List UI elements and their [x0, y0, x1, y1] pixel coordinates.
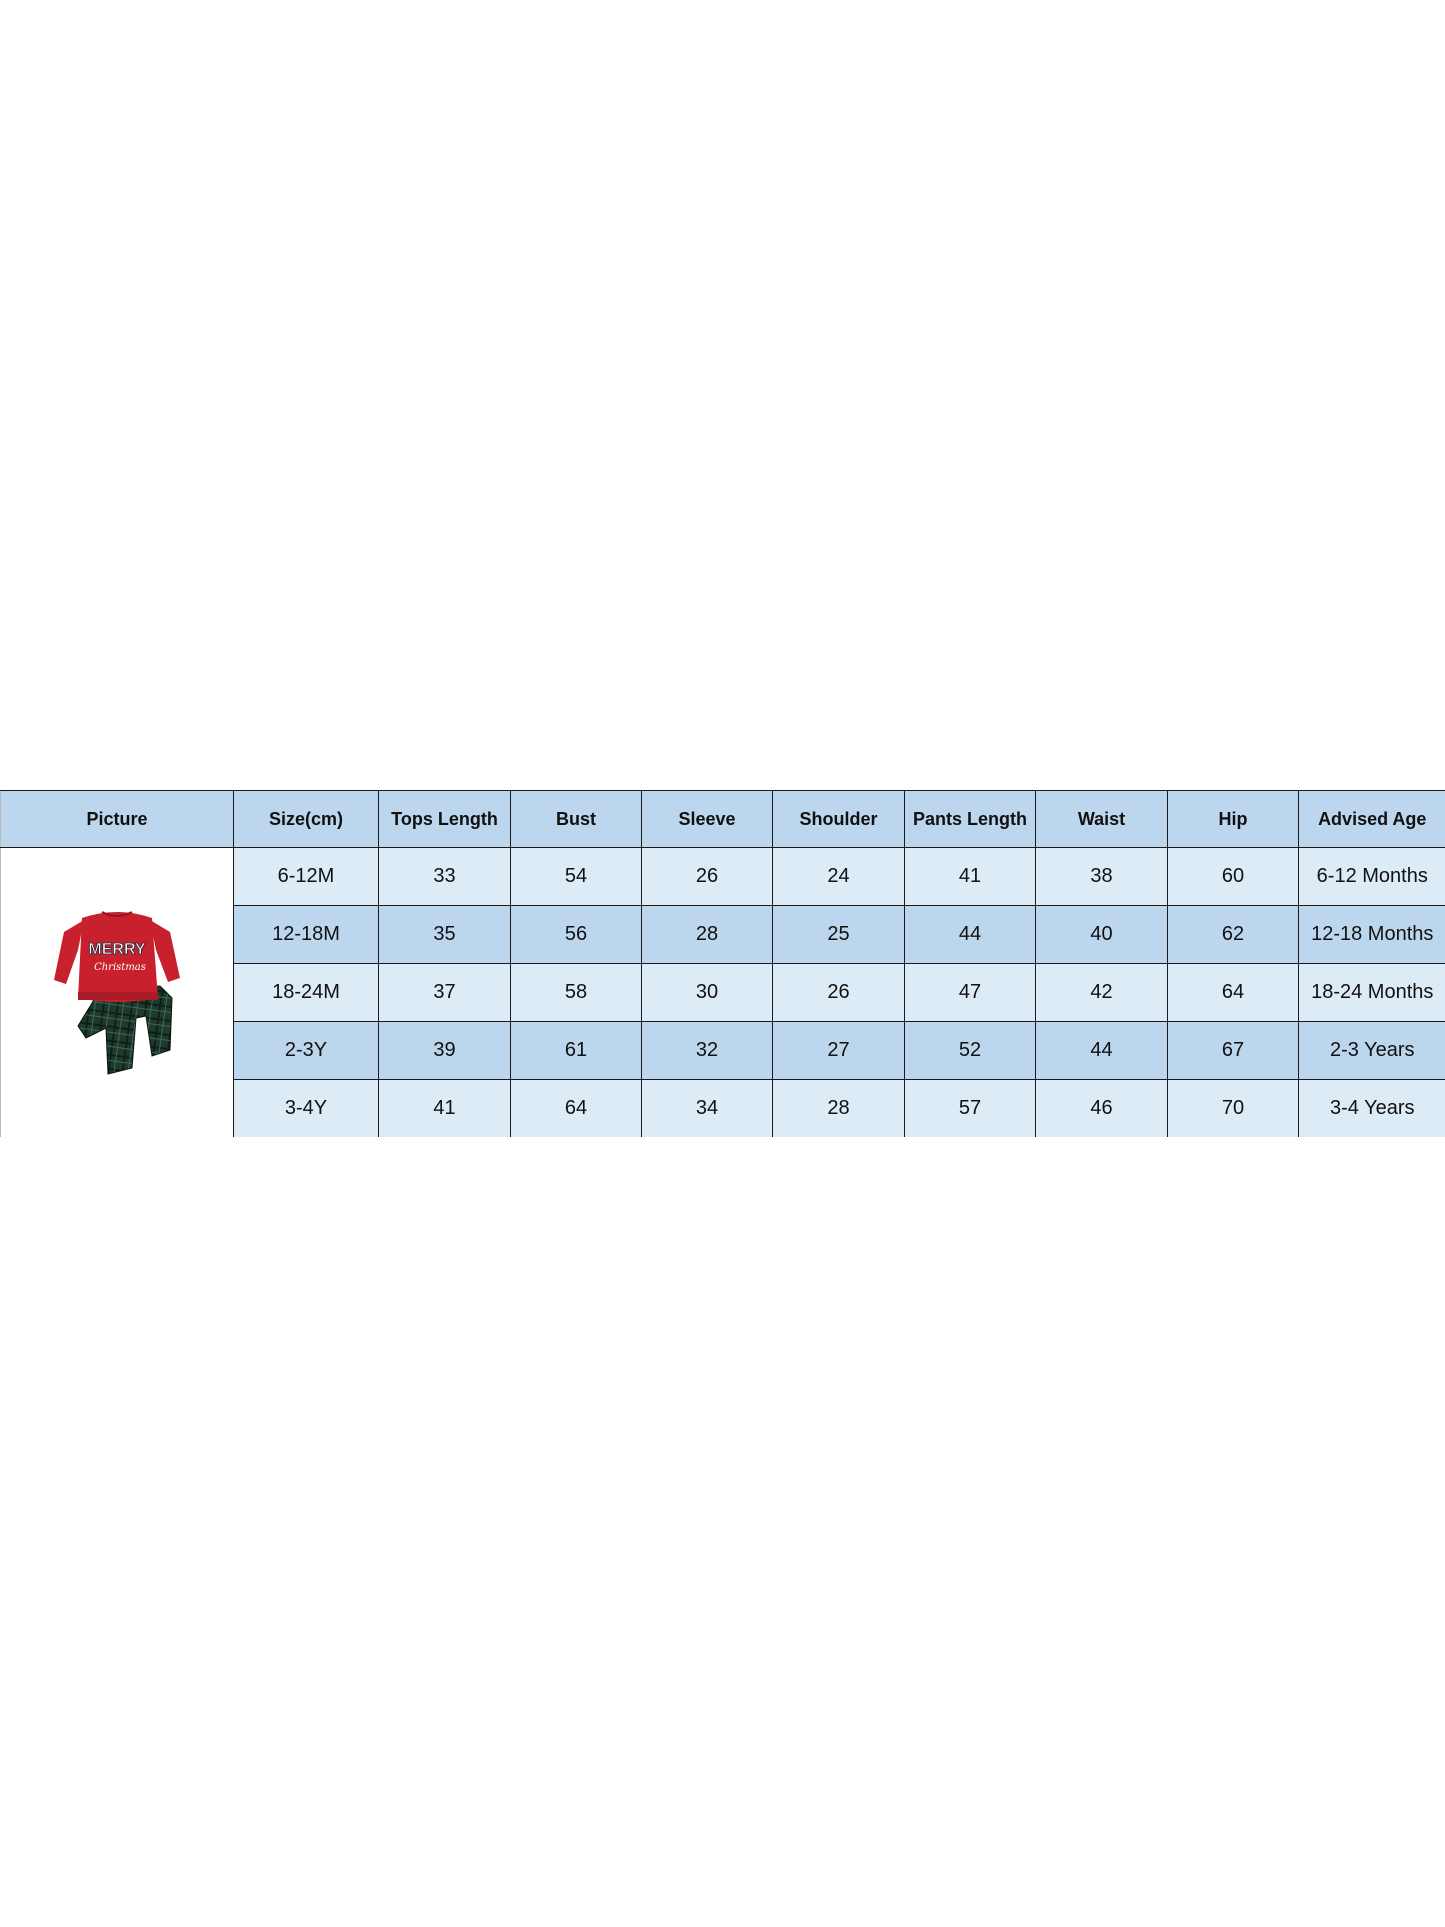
cell-hip: 62 — [1168, 906, 1299, 964]
header-bust: Bust — [511, 791, 642, 848]
christmas-outfit-icon — [42, 898, 192, 1088]
cell-bust: 54 — [511, 848, 642, 906]
svg-text:Christmas: Christmas — [94, 961, 146, 973]
cell-size: 2-3Y — [234, 1022, 379, 1080]
cell-tops-length: 41 — [379, 1080, 511, 1138]
svg-text:MERRY: MERRY — [88, 940, 146, 958]
cell-sleeve: 34 — [642, 1080, 773, 1138]
product-picture-cell — [1, 848, 234, 1138]
cell-bust: 56 — [511, 906, 642, 964]
cell-sleeve: 30 — [642, 964, 773, 1022]
cell-size: 3-4Y — [234, 1080, 379, 1138]
cell-pants-length: 57 — [905, 1080, 1036, 1138]
cell-size: 6-12M — [234, 848, 379, 906]
cell-advised-age: 3-4 Years — [1299, 1080, 1445, 1138]
cell-advised-age: 12-18 Months — [1299, 906, 1445, 964]
cell-bust: 61 — [511, 1022, 642, 1080]
cell-hip: 67 — [1168, 1022, 1299, 1080]
cell-hip: 60 — [1168, 848, 1299, 906]
cell-pants-length: 41 — [905, 848, 1036, 906]
header-tops-length: Tops Length — [379, 791, 511, 848]
size-chart-table — [0, 790, 1445, 1137]
header-shoulder: Shoulder — [773, 791, 905, 848]
header-row — [1, 791, 1445, 848]
cell-shoulder: 27 — [773, 1022, 905, 1080]
header-sleeve: Sleeve — [642, 791, 773, 848]
cell-waist: 46 — [1036, 1080, 1168, 1138]
header-waist: Waist — [1036, 791, 1168, 848]
cell-shoulder: 25 — [773, 906, 905, 964]
cell-shoulder: 26 — [773, 964, 905, 1022]
cell-waist: 42 — [1036, 964, 1168, 1022]
cell-shoulder: 28 — [773, 1080, 905, 1138]
cell-size: 18-24M — [234, 964, 379, 1022]
header-size: Size(cm) — [234, 791, 379, 848]
cell-waist: 38 — [1036, 848, 1168, 906]
cell-size: 12-18M — [234, 906, 379, 964]
cell-bust: 58 — [511, 964, 642, 1022]
cell-pants-length: 44 — [905, 906, 1036, 964]
cell-tops-length: 33 — [379, 848, 511, 906]
cell-sleeve: 26 — [642, 848, 773, 906]
cell-sleeve: 32 — [642, 1022, 773, 1080]
cell-bust: 64 — [511, 1080, 642, 1138]
header-advised-age: Advised Age — [1299, 791, 1445, 848]
header-hip: Hip — [1168, 791, 1299, 848]
cell-advised-age: 2-3 Years — [1299, 1022, 1445, 1080]
cell-tops-length: 39 — [379, 1022, 511, 1080]
cell-waist: 40 — [1036, 906, 1168, 964]
cell-tops-length: 37 — [379, 964, 511, 1022]
cell-shoulder: 24 — [773, 848, 905, 906]
cell-pants-length: 52 — [905, 1022, 1036, 1080]
header-picture: Picture — [1, 791, 234, 848]
cell-sleeve: 28 — [642, 906, 773, 964]
cell-hip: 70 — [1168, 1080, 1299, 1138]
cell-advised-age: 6-12 Months — [1299, 848, 1445, 906]
cell-advised-age: 18-24 Months — [1299, 964, 1445, 1022]
header-pants-length: Pants Length — [905, 791, 1036, 848]
table-row — [1, 848, 1445, 906]
cell-hip: 64 — [1168, 964, 1299, 1022]
cell-tops-length: 35 — [379, 906, 511, 964]
cell-waist: 44 — [1036, 1022, 1168, 1080]
cell-pants-length: 47 — [905, 964, 1036, 1022]
